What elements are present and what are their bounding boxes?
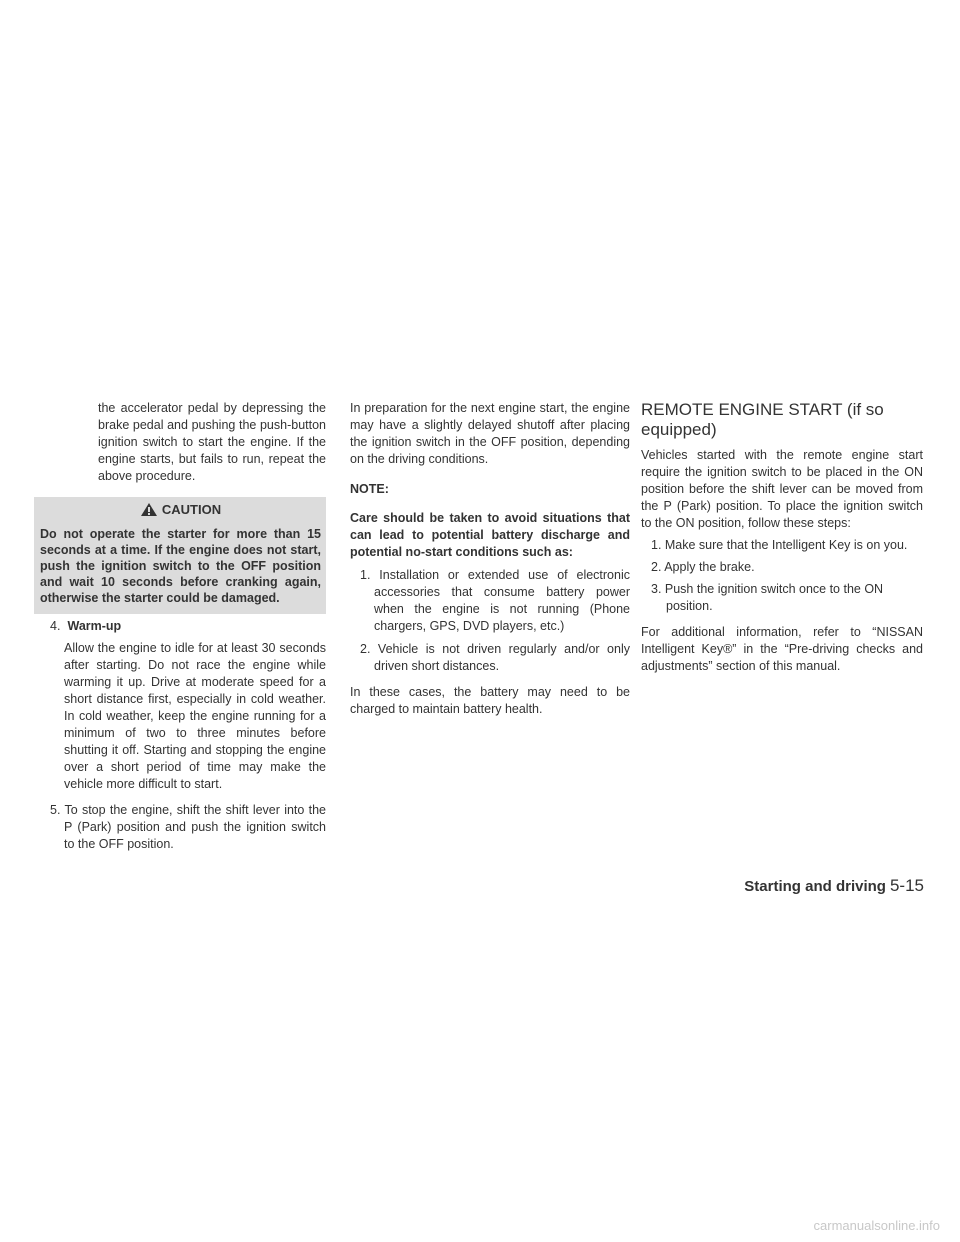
intro-paragraph: the accelerator pedal by depressing the brake pedal and pushing the push-button ignition switch to start the engine. If the engine starts, but fails to run, repeat the above procedure. [98,401,326,483]
list-item: 1. Installation or extended use of electronic accessories that consume battery power when the engine is not running (Phone chargers, GPS, DVD players, etc.) [360,568,630,633]
reference-paragraph: For additional information, refer to “NISSAN Intelligent Key®” in the “Pre-driving checks and adjustments” section of this manual. [641,625,923,673]
step-4-label: Warm-up [67,619,122,633]
column-middle [350,400,630,718]
column-right [641,400,923,675]
remote-start-paragraph: Vehicles started with the remote engine start require the ignition switch to be placed in the ON position before the shift lever can be moved from the P (Park) position. To place the ignition switch to the ON position, follow these steps: [641,448,923,530]
step-4-number: 4. [50,619,61,633]
shutoff-paragraph: In preparation for the next engine start, the engine may have a slightly delayed shutoff after placing the ignition switch in the OFF position, depending on the driving conditions. [350,401,630,466]
list-item: 2. Apply the brake. [651,560,755,574]
step-5-text: 5. To stop the engine, shift the shift lever into the P (Park) position and push the ignition switch to the OFF position. [50,803,326,851]
caution-text: Do not operate the starter for more than 15 seconds at a time. If the engine does not start, push the ignition switch to the OFF position and wait 10 seconds before cranking again, otherwise the starter could be damaged. [40,527,321,605]
page-number: 5-15 [889,876,924,895]
note-text: Care should be taken to avoid situations that can lead to potential battery discharge and potential no-start conditions such as: [350,511,630,559]
step-4-text: Allow the engine to idle for at least 30 seconds after starting. Do not race the engine while warming it up. Drive at moderate speed for a short distance first, especially in cold weather. In cold weather, keep the engine running for a minimum of two to three minutes before shutting it off. Starting and stopping the engine over a short period of time may make the vehicle more difficult to start. [64,641,326,791]
caution-title: CAUTION [161,502,222,517]
footer-section-name: Starting and driving [744,878,886,895]
battery-paragraph: In these cases, the battery may need to be charged to maintain battery health. [350,685,630,716]
column-left [34,400,326,853]
step-4-title [34,618,326,635]
caution-header [40,501,321,518]
list-item: 2. Vehicle is not driven regularly and/or only driven short distances. [360,642,630,673]
note-label: NOTE: [350,482,389,496]
list-item: 1. Make sure that the Intelligent Key is on you. [651,538,908,552]
watermark: carmanualsonline.info [813,1218,940,1233]
list-item: 3. Push the ignition switch once to the ON position. [651,582,884,613]
page-footer [744,876,924,896]
warning-triangle-icon [140,502,158,517]
caution-box [34,497,326,614]
section-heading: REMOTE ENGINE START (if so equipped) [641,400,884,439]
